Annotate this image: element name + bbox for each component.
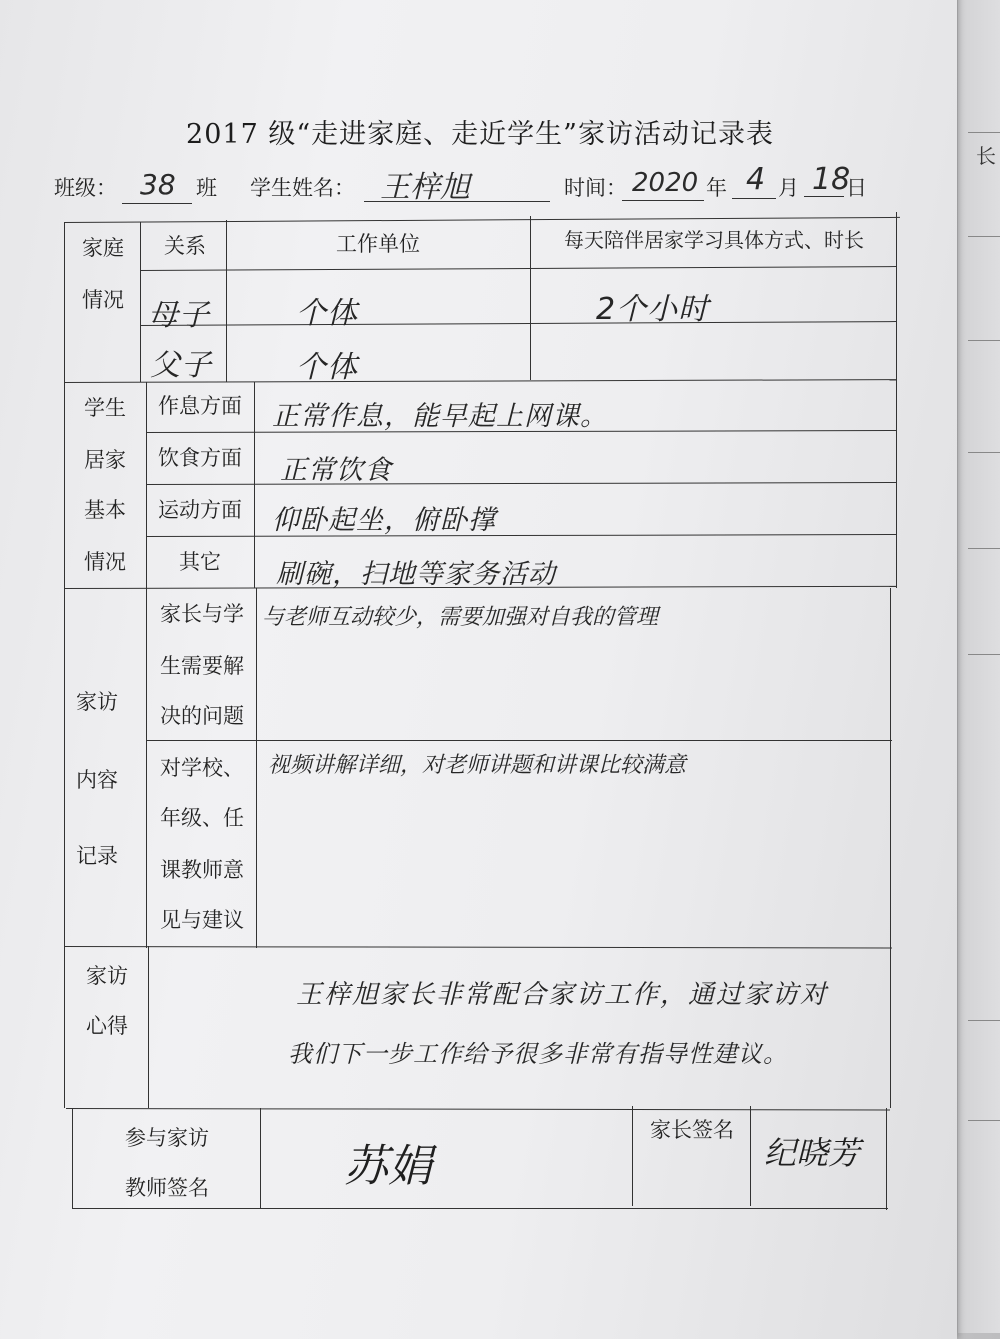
home-section-label-4: 情况 bbox=[84, 550, 126, 574]
time-label: 时间： bbox=[564, 176, 627, 200]
diet-label: 饮食方面 bbox=[158, 446, 242, 470]
form-title: 2017 级“走进家庭、走近学生”家访活动记录表 bbox=[186, 119, 774, 150]
exercise-label: 运动方面 bbox=[158, 498, 242, 522]
sig-col-divider bbox=[632, 1106, 633, 1206]
student-name-underline bbox=[364, 201, 550, 202]
adjacent-rule bbox=[968, 654, 1000, 655]
table-border-bottom bbox=[72, 1208, 888, 1209]
col-accompany-header: 每天陪伴居家学习具体方式、时长 bbox=[564, 228, 864, 252]
insight-line-1: 王梓旭家长非常配合家访工作，通过家访对 bbox=[296, 980, 829, 1010]
table-border-right bbox=[886, 1108, 887, 1210]
year-value: 2020 bbox=[632, 168, 699, 198]
home-col-divider bbox=[254, 382, 255, 588]
student-name-label: 学生姓名： bbox=[250, 176, 355, 200]
month-value: 4 bbox=[746, 162, 766, 197]
mother-work: 个体 bbox=[296, 296, 358, 331]
table-border-right bbox=[896, 380, 897, 588]
mother-accompany: 2个小时 bbox=[596, 292, 710, 327]
other-label: 其它 bbox=[179, 550, 221, 574]
diet-value: 正常饮食 bbox=[280, 455, 392, 486]
insight-col-divider bbox=[148, 946, 149, 1108]
table-border-left bbox=[72, 1108, 73, 1208]
class-value: 38 bbox=[140, 168, 176, 201]
advice-label-4: 见与建议 bbox=[160, 908, 244, 932]
mother-relation: 母子 bbox=[148, 298, 210, 333]
adjacent-sheet-text: 长 bbox=[976, 144, 996, 168]
year-suffix: 年 bbox=[706, 176, 727, 200]
month-underline bbox=[732, 198, 776, 199]
adjacent-rule bbox=[968, 1120, 1000, 1121]
advice-label-3: 课教师意 bbox=[160, 858, 244, 882]
adjacent-rule bbox=[968, 452, 1000, 453]
problems-label-1: 家长与学 bbox=[160, 602, 244, 626]
problems-label-2: 生需要解 bbox=[160, 654, 244, 678]
sig-col-divider bbox=[750, 1106, 751, 1206]
table-border-left bbox=[64, 368, 65, 1108]
family-section-label-2: 情况 bbox=[82, 288, 124, 312]
problems-value: 与老师互动较少，需要加强对自我的管理 bbox=[262, 605, 659, 630]
father-work: 个体 bbox=[296, 350, 358, 385]
adjacent-sheet bbox=[958, 0, 1000, 1333]
visit-section-label-2: 内容 bbox=[76, 768, 118, 792]
exercise-value: 仰卧起坐，俯卧撑 bbox=[272, 505, 496, 536]
class-label: 班级： bbox=[54, 176, 117, 200]
visit-col-divider bbox=[256, 588, 257, 948]
day-suffix: 日 bbox=[846, 176, 867, 200]
class-suffix: 班 bbox=[196, 176, 217, 200]
adjacent-rule bbox=[968, 132, 1000, 133]
col-relation-header: 关系 bbox=[164, 234, 206, 258]
col-work-header: 工作单位 bbox=[336, 232, 420, 256]
class-underline bbox=[122, 203, 192, 204]
visit-section-label-3: 记录 bbox=[76, 844, 118, 868]
adjacent-rule bbox=[968, 236, 1000, 237]
year-underline bbox=[622, 200, 704, 201]
home-section-label-1: 学生 bbox=[84, 396, 126, 420]
insight-line-2: 我们下一步工作给予很多非常有指导性建议。 bbox=[288, 1040, 788, 1068]
schedule-label: 作息方面 bbox=[158, 394, 242, 418]
adjacent-rule bbox=[968, 340, 1000, 341]
family-col-divider bbox=[140, 222, 141, 382]
advice-label-2: 年级、任 bbox=[160, 806, 244, 830]
family-col-divider bbox=[530, 216, 531, 380]
adjacent-rule bbox=[968, 1020, 1000, 1021]
day-underline bbox=[804, 196, 844, 197]
adjacent-rule bbox=[968, 548, 1000, 549]
visit-col-divider bbox=[146, 588, 147, 948]
schedule-value: 正常作息，能早起上网课。 bbox=[272, 401, 608, 432]
parent-sig-label: 家长签名 bbox=[650, 1118, 734, 1142]
visit-row-divider bbox=[146, 740, 892, 741]
advice-label-1: 对学校、 bbox=[160, 756, 244, 780]
home-col-divider bbox=[146, 382, 147, 588]
teacher-sig-label-1: 参与家访 bbox=[125, 1126, 209, 1150]
table-border-right bbox=[896, 212, 897, 380]
parent-signature: 纪晓芳 bbox=[764, 1134, 861, 1172]
table-border-left bbox=[64, 222, 65, 368]
table-border-right bbox=[890, 588, 891, 1108]
day-value: 18 bbox=[812, 162, 851, 197]
family-section-label-1: 家庭 bbox=[82, 236, 124, 260]
sig-col-divider bbox=[260, 1108, 261, 1208]
home-section-label-3: 基本 bbox=[84, 498, 126, 522]
student-name-value: 王梓旭 bbox=[380, 170, 470, 205]
month-suffix: 月 bbox=[778, 176, 799, 200]
family-col-divider bbox=[226, 220, 227, 382]
advice-value: 视频讲解详细，对老师讲题和讲课比较满意 bbox=[268, 753, 687, 778]
insight-label-1: 家访 bbox=[86, 964, 128, 988]
father-relation: 父子 bbox=[150, 348, 212, 383]
teacher-sig-label-2: 教师签名 bbox=[125, 1176, 209, 1200]
problems-label-3: 决的问题 bbox=[160, 704, 244, 728]
insight-label-2: 心得 bbox=[86, 1014, 128, 1038]
home-section-label-2: 居家 bbox=[84, 448, 126, 472]
visit-section-label-1: 家访 bbox=[76, 690, 118, 714]
other-value: 刷碗，扫地等家务活动 bbox=[276, 559, 556, 590]
teacher-signature: 苏娟 bbox=[344, 1141, 432, 1192]
